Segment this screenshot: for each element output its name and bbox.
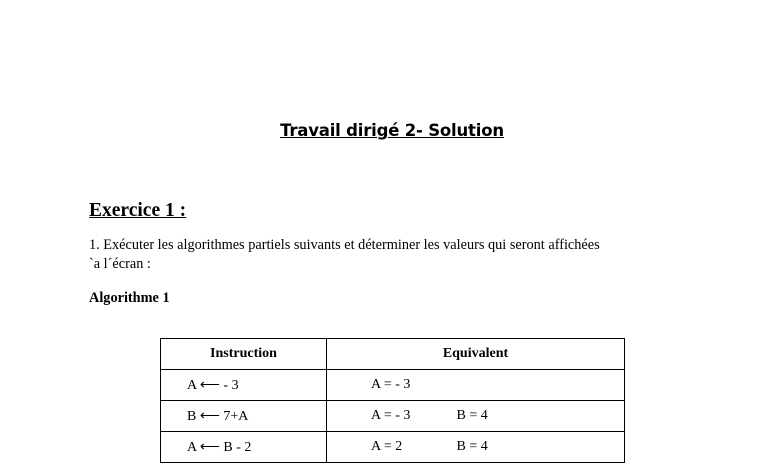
table-row (161, 370, 625, 401)
equivalent-value: A = 2 (371, 439, 403, 454)
header-equivalent: Equivalent (327, 339, 625, 370)
equivalent-value: A = - 3 (371, 408, 411, 423)
question-line-1: 1. Exécuter les algorithmes partiels suivants et déterminer les valeurs qui seront affichées (89, 237, 600, 253)
exercise-heading: Exercice 1 : (89, 200, 187, 221)
equivalent-cell (327, 370, 625, 401)
table-row (161, 432, 625, 463)
instruction-cell: A ⟵ B - 2 (161, 432, 327, 463)
instruction-cell: B ⟵ 7+A (161, 401, 327, 432)
equivalent-value: A = - 3 (371, 377, 411, 392)
algorithm-heading: Algorithme 1 (89, 290, 170, 306)
question-text (89, 236, 689, 274)
equivalent-value: B = 4 (456, 408, 488, 423)
algorithm-table (160, 338, 625, 463)
equivalent-value: B = 4 (456, 439, 488, 454)
table-row (161, 401, 625, 432)
header-instruction: Instruction (161, 339, 327, 370)
equivalent-cell (327, 401, 625, 432)
equivalent-cell (327, 432, 625, 463)
instruction-cell: A ⟵ - 3 (161, 370, 327, 401)
table-header-row (161, 339, 625, 370)
document-title: Travail dirigé 2- Solution (280, 121, 504, 140)
question-line-2: `a l´écran : (89, 256, 151, 272)
